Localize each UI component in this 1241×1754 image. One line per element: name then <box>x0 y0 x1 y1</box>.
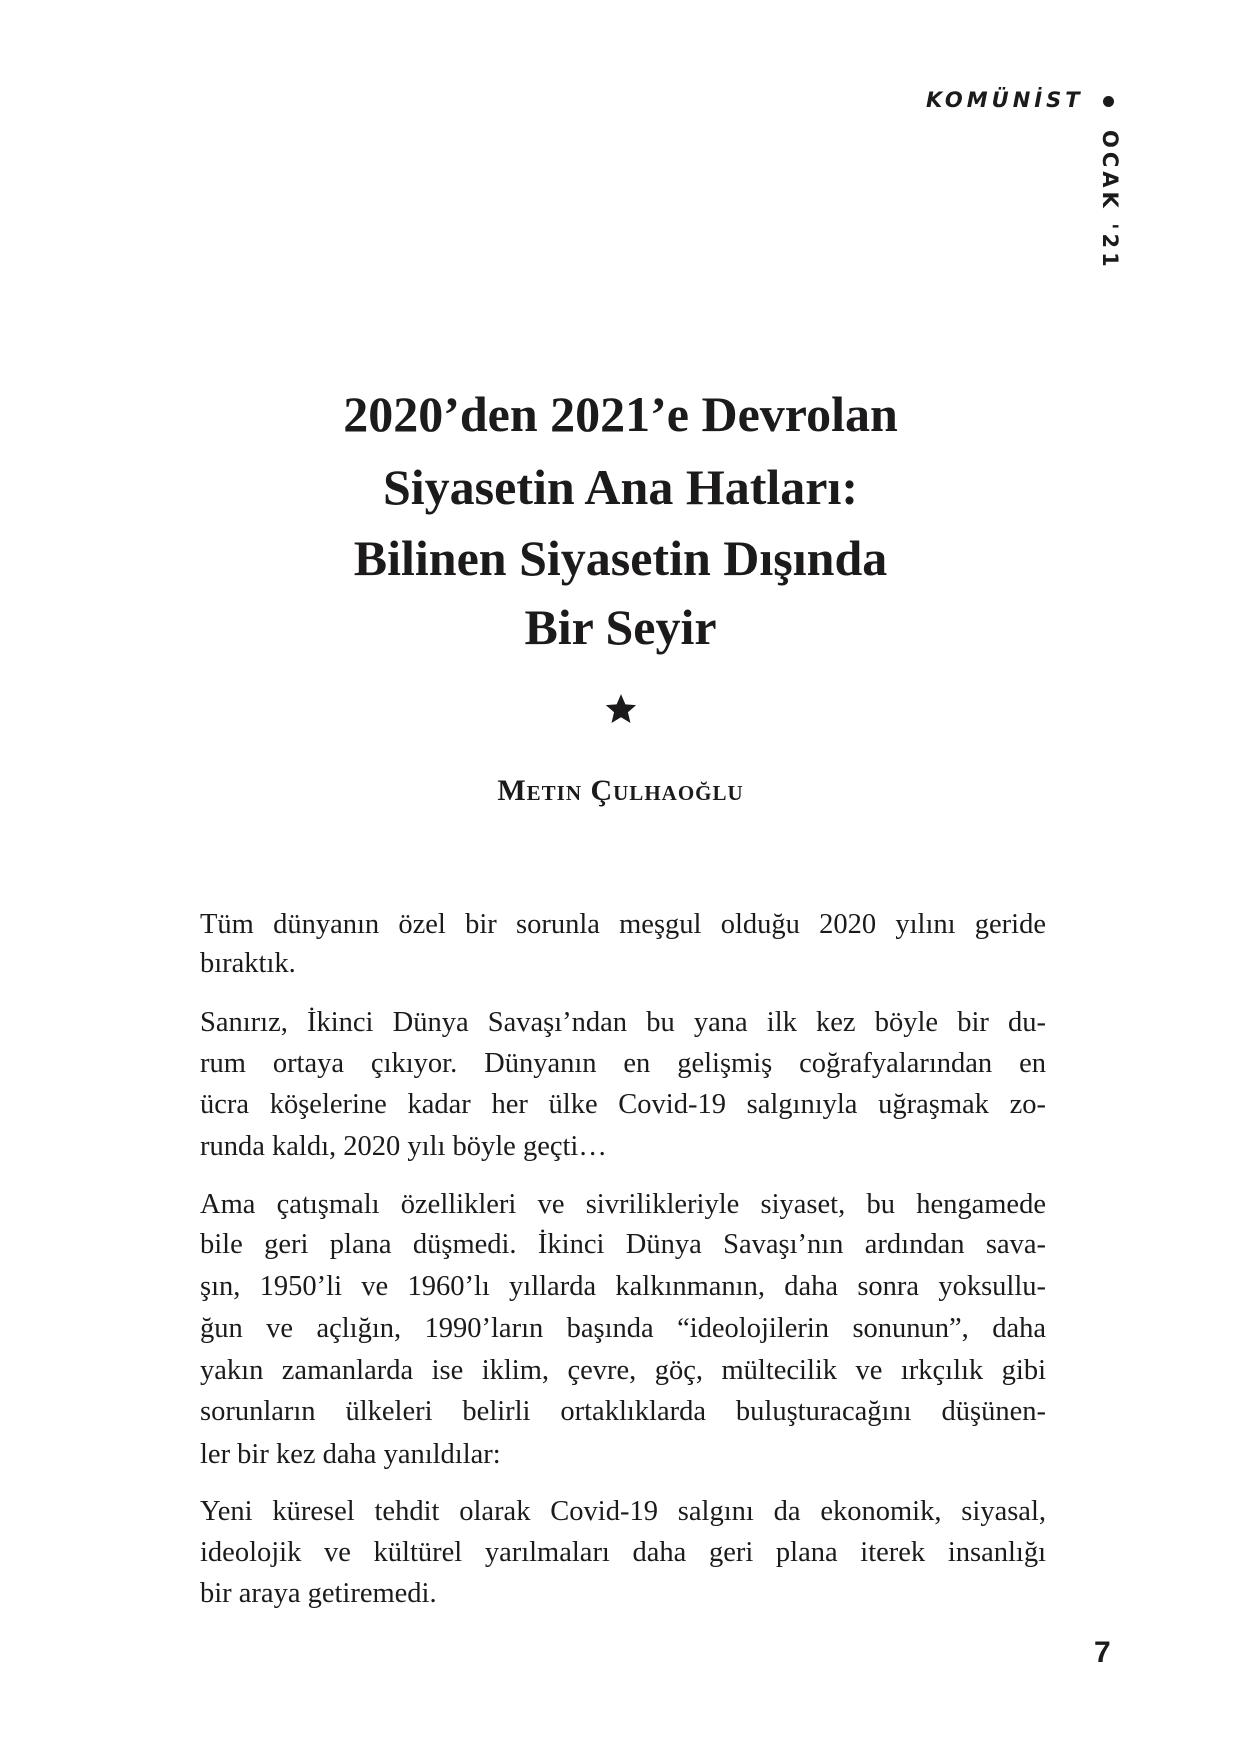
paragraph-line: Tüm dünyanın özel bir sorunla meşgul olduğu 2020 yılını geride <box>200 909 1046 940</box>
page-number: 7 <box>1094 1636 1111 1669</box>
paragraph-line: Sanırız, İkinci Dünya Savaşı’ndan bu yana ilk kez böyle bir du- <box>200 1007 1046 1038</box>
paragraph-line: runda kaldı, 2020 yılı böyle geçti… <box>200 1131 607 1162</box>
article-title-line: Bilinen Siyasetin Dışında <box>353 530 888 586</box>
article-title-line: Siyasetin Ana Hatları: <box>382 459 859 515</box>
author-name: Metin Çulhaoğlu <box>497 774 744 807</box>
paragraph-line: ğun ve açlığın, 1990’ların başında “ideolojilerin sonunun”, daha <box>200 1313 1046 1344</box>
paragraph-line: ler bir kez daha yanıldılar: <box>200 1439 501 1470</box>
bullet-dot-icon <box>1103 96 1114 107</box>
paragraph-line: sorunların ülkeleri belirli ortaklıklarda buluşturacağını düşünen- <box>200 1396 1046 1427</box>
paragraph-line: rum ortaya çıkıyor. Dünyanın en gelişmiş coğrafyalarından en <box>200 1048 1046 1079</box>
article-title-line: Bir Seyir <box>524 599 717 655</box>
paragraph-line: ücra köşelerine kadar her ülke Covid-19 salgınıyla uğraşmak zo- <box>200 1089 1046 1120</box>
paragraph-line: Ama çatışmalı özellikleri ve sivrilikleriyle siyaset, bu hengamede <box>200 1189 1046 1220</box>
issue-date: OCAK '21 <box>1098 130 1122 271</box>
magazine-name: KOMÜNİST <box>926 88 1084 112</box>
paragraph-line: ideolojik ve kültürel yarılmaları daha geri plana iterek insanlığı <box>200 1537 1046 1568</box>
paragraph-line: şın, 1950’li ve 1960’lı yıllarda kalkınmanın, daha sonra yoksullu- <box>200 1271 1046 1302</box>
paragraph-line: bile geri plana düşmedi. İkinci Dünya Savaşı’nın ardından sava- <box>200 1229 1046 1260</box>
paragraph-line: Yeni küresel tehdit olarak Covid-19 salgını da ekonomik, siyasal, <box>200 1496 1046 1527</box>
paragraph-line: bıraktık. <box>200 948 296 979</box>
article-title-line: 2020’den 2021’e Devrolan <box>343 386 898 442</box>
star-icon <box>604 692 638 726</box>
paragraph-line: bir araya getiremedi. <box>200 1578 437 1609</box>
paragraph-line: yakın zamanlarda ise iklim, çevre, göç, mültecilik ve ırkçılık gibi <box>200 1355 1046 1386</box>
